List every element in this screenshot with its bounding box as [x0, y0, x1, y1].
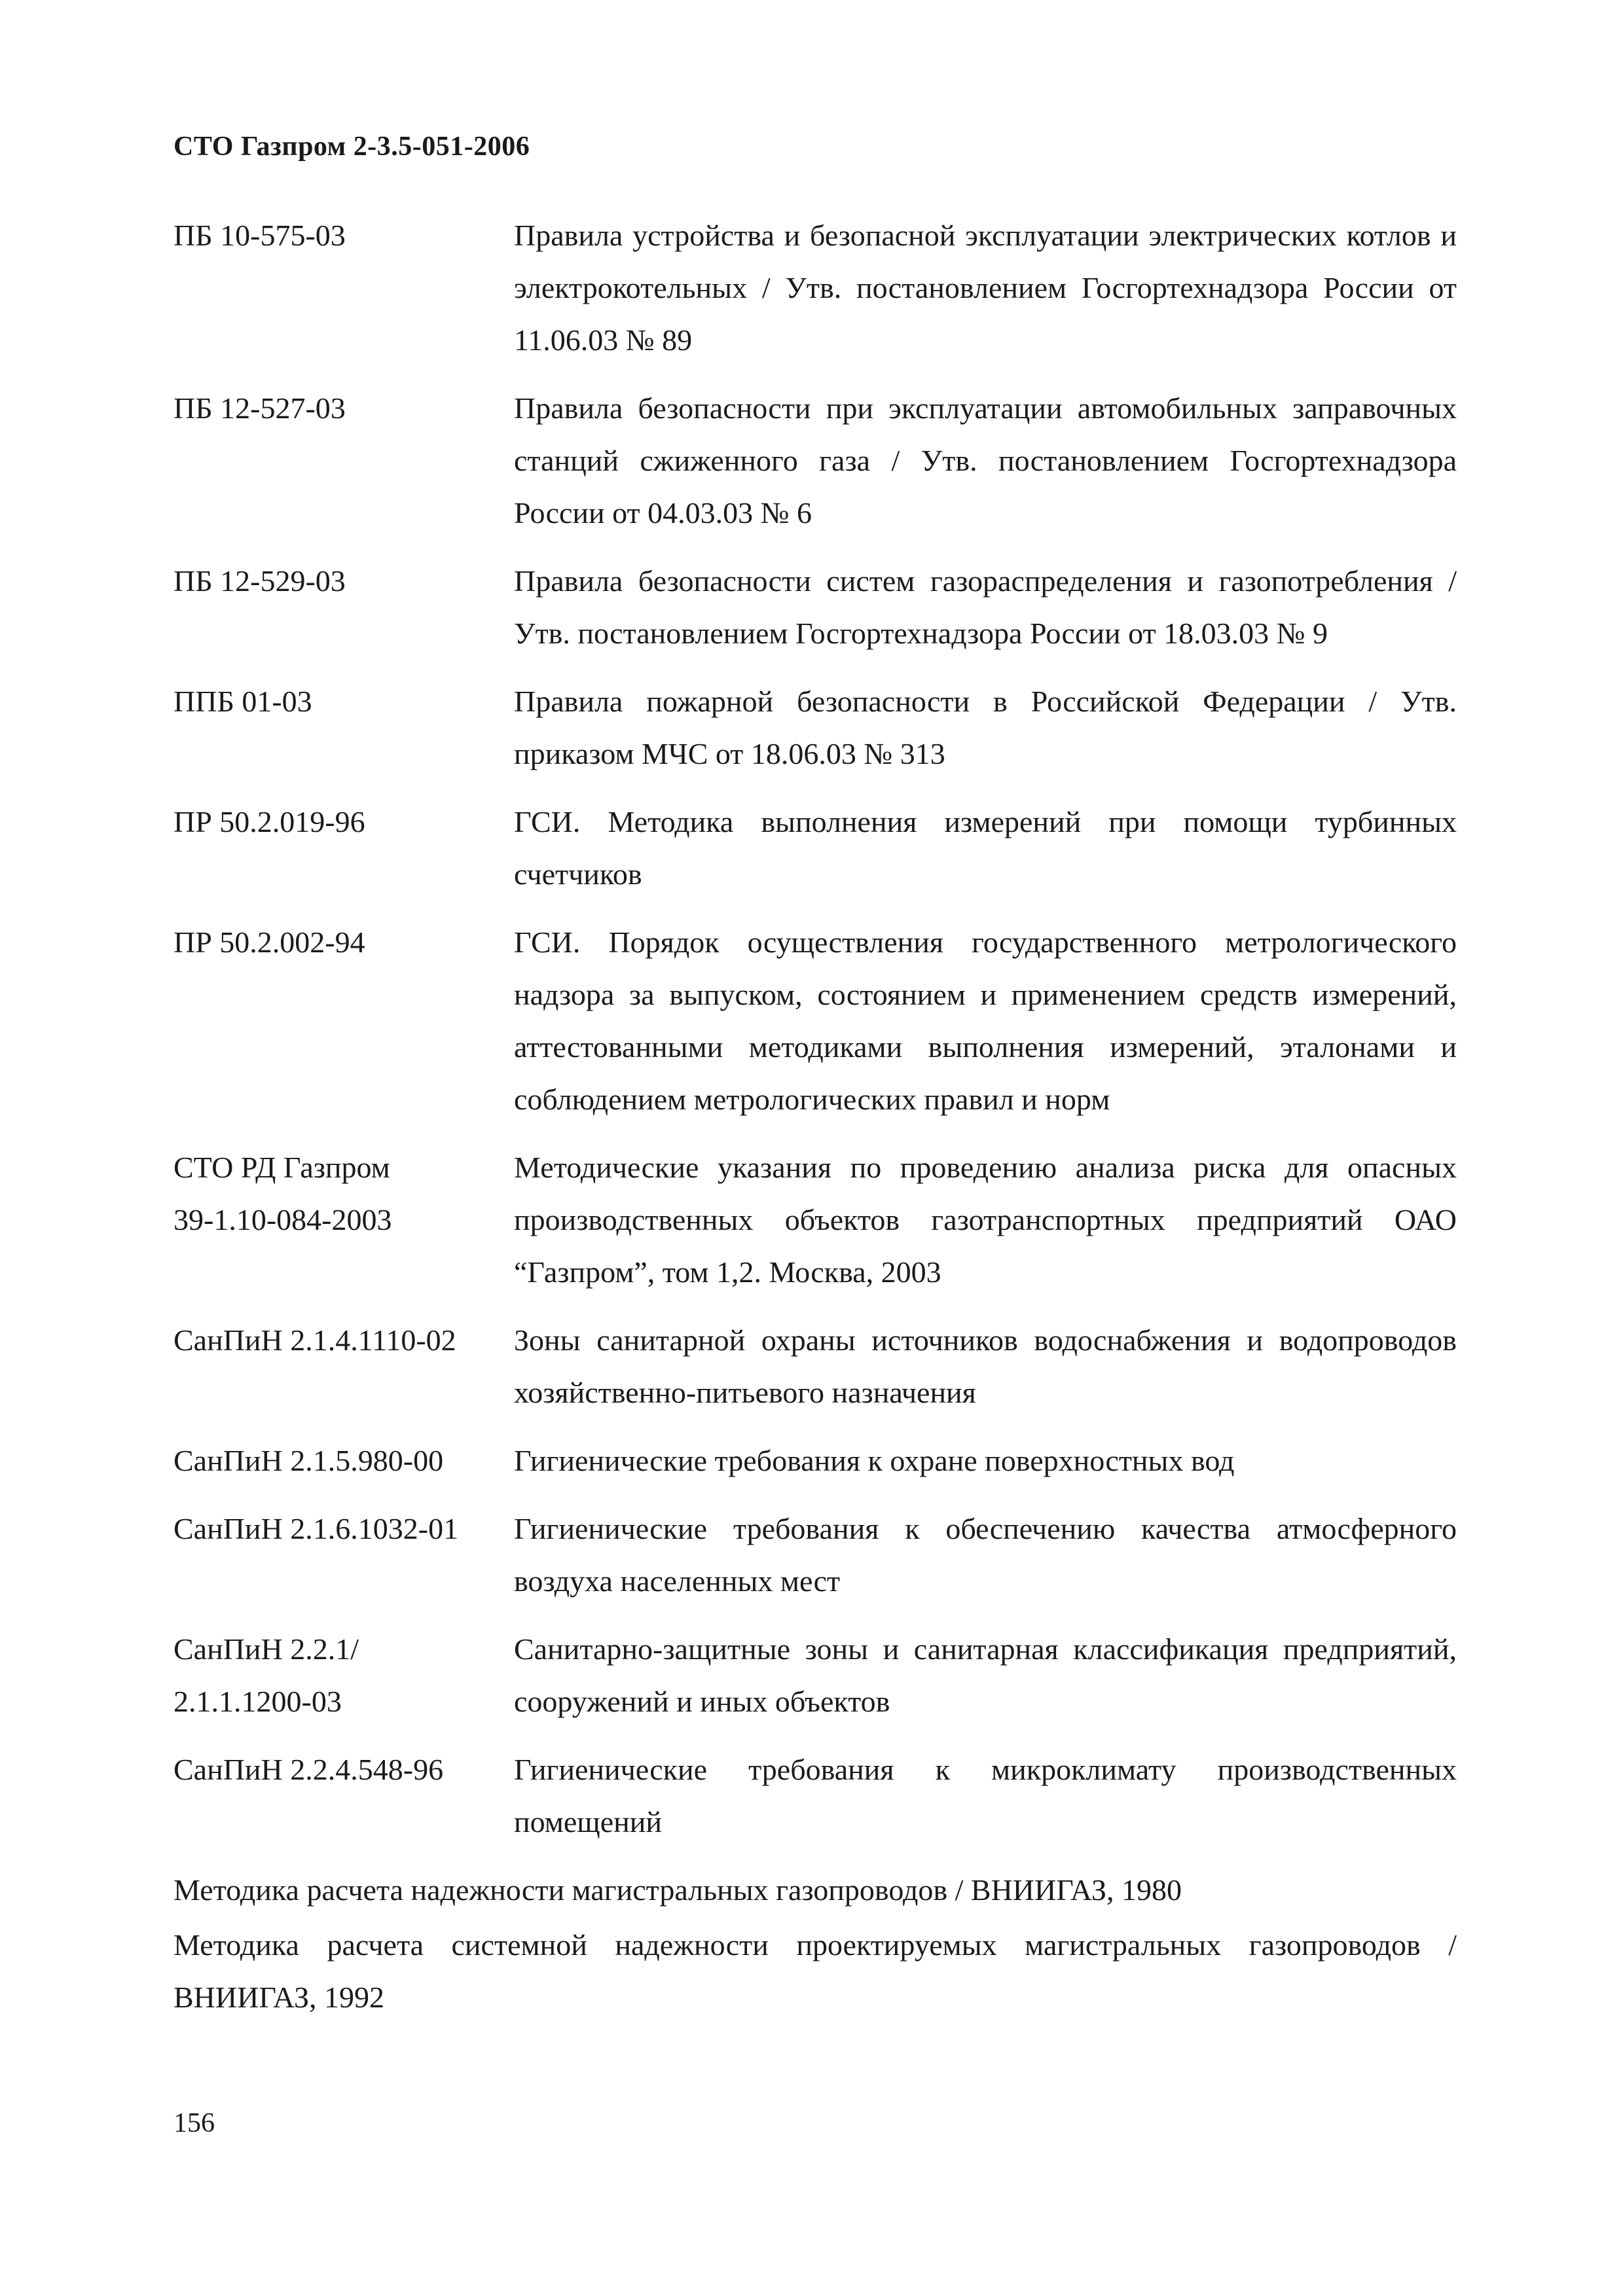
reference-entry [173, 675, 1457, 780]
reference-full-entry: Методика расчета надежности магистральных газопроводов / ВНИИГАЗ, 1980 [173, 1873, 1182, 1907]
reference-entry [173, 916, 1457, 1126]
references-list [173, 209, 1457, 2026]
reference-code: ПР 50.2.002-94 [173, 925, 365, 959]
reference-text: Правила пожарной безопасности в Российской Федерации / Утв. приказом МЧС от 18.06.03 № 313 [514, 685, 1457, 770]
reference-text: ГСИ. Порядок осуществления государственного метрологического надзора за выпуском, состоянием и применением средств измерений, аттестованными методиками выполнения измерений, эталонами и соблюдением метрологических правил и норм [514, 925, 1457, 1116]
reference-entry [173, 382, 1457, 539]
reference-code: СТО РД Газпром 39-1.10-084-2003 [173, 1151, 392, 1236]
reference-code: СанПиН 2.2.1/ 2.1.1.1200-03 [173, 1632, 359, 1718]
reference-entry [173, 1503, 1457, 1607]
reference-code: ППБ 01-03 [173, 685, 312, 718]
reference-text: Санитарно-защитные зоны и санитарная классификация предприятий, сооружений и иных объектов [514, 1632, 1457, 1718]
reference-code: ПБ 12-527-03 [173, 391, 346, 425]
reference-entry [173, 1141, 1457, 1299]
reference-text: Правила безопасности систем газораспределения и газопотребления / Утв. постановлением Госгортехнадзора России от 18.03.03 № 9 [514, 564, 1457, 650]
reference-entry [173, 1623, 1457, 1728]
reference-code: ПБ 12-529-03 [173, 564, 346, 598]
reference-code: СанПиН 2.1.6.1032-01 [173, 1512, 459, 1545]
reference-text: Правила устройства и безопасной эксплуатации электрических котлов и электрокотельных / Утв. постановлением Госгортехнадзора России от 11.06.03 № 89 [514, 219, 1457, 357]
reference-entry [173, 1744, 1457, 1848]
reference-text: Гигиенические требования к охране поверхностных вод [514, 1444, 1235, 1477]
document-header: СТО Газпром 2-3.5-051-2006 [173, 132, 530, 162]
page-number: 156 [173, 2108, 215, 2138]
reference-entry [173, 796, 1457, 901]
reference-text: Гигиенические требования к микроклимату производственных помещений [514, 1753, 1457, 1839]
reference-code: ПБ 10-575-03 [173, 219, 346, 252]
reference-code: СанПиН 2.1.4.1110-02 [173, 1323, 456, 1357]
reference-entry [173, 209, 1457, 367]
reference-text: ГСИ. Методика выполнения измерений при помощи турбинных счетчиков [514, 805, 1457, 891]
reference-code: СанПиН 2.2.4.548-96 [173, 1753, 444, 1786]
reference-text: Гигиенические требования к обеспечению качества атмосферного воздуха населенных мест [514, 1512, 1457, 1598]
reference-code: ПР 50.2.019-96 [173, 805, 365, 838]
reference-code: СанПиН 2.1.5.980-00 [173, 1444, 444, 1477]
reference-text: Методические указания по проведению анализа риска для опасных производственных объектов газотранспортных предприятий ОАО “Газпром”, том 1,2. Москва, 2003 [514, 1151, 1457, 1289]
reference-full-entry: Методика расчета системной надежности проектируемых магистральных газопроводов / ВНИИГАЗ, 1992 [173, 1928, 1457, 2014]
reference-text: Правила безопасности при эксплуатации автомобильных заправочных станций сжиженного газа / Утв. постановлением Госгортехнадзора России от 04.03.03 № 6 [514, 391, 1457, 529]
reference-entry [173, 1314, 1457, 1419]
reference-entry [173, 555, 1457, 660]
reference-entry [173, 1435, 1457, 1487]
reference-text: Зоны санитарной охраны источников водоснабжения и водопроводов хозяйственно-питьевого назначения [514, 1323, 1457, 1409]
